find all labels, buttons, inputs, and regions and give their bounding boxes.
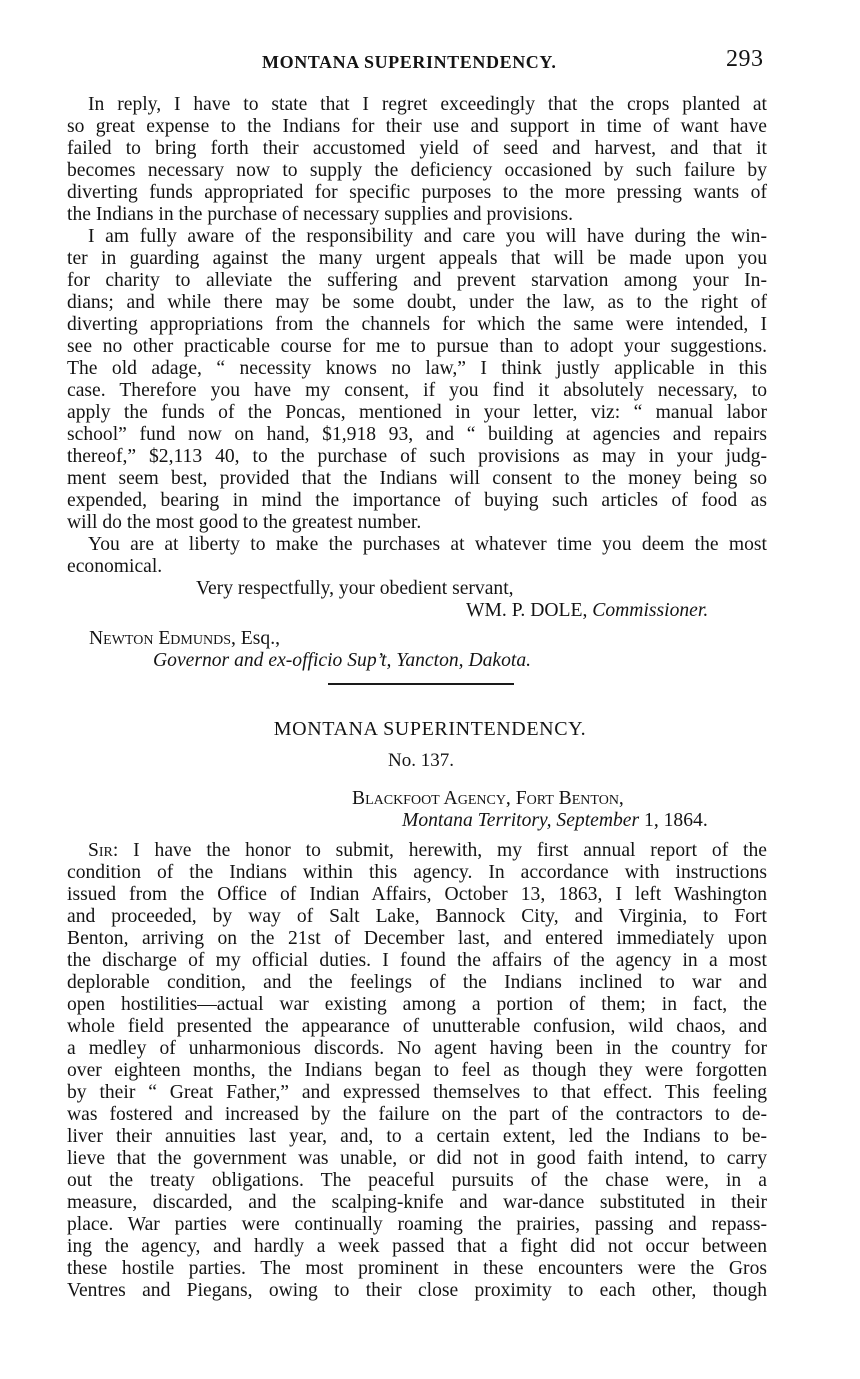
- letter-paragraph-2-line: thereof,” $2,113 40, to the purchase of such provisions as may in your judg-: [67, 446, 767, 467]
- report-line: measure, discarded, and the scalping-knife and war-dance substituted in their: [67, 1192, 767, 1213]
- line-text: reply, I have to state that I regret exceedingly that the crops planted at: [117, 94, 767, 115]
- letter-paragraph-2-line: expended, bearing in mind the importance of buying such articles of food as: [67, 490, 767, 511]
- addressee-name: Newton Edmunds,: [89, 628, 236, 649]
- letter-paragraph-2-line: I am fully aware of the responsibility and care you will have during the win-: [88, 226, 767, 247]
- report-line: deplorable condition, and the feelings of the Indians inclined to war and: [67, 972, 767, 993]
- section-divider: [328, 683, 514, 685]
- salutation: Sir:: [88, 840, 119, 861]
- report-line: [67, 840, 767, 862]
- report-line: place. War parties were continually roaming the prairies, passing and repass-: [67, 1214, 767, 1235]
- letter-paragraph-2-line: school” fund now on hand, $1,918 93, and “ building at agencies and repairs: [67, 424, 767, 445]
- line-text: I have the honor to submit, herewith, my first annual report of the: [133, 840, 767, 861]
- report-line: was fostered and increased by the failure on the part of the contractors to de-: [67, 1104, 767, 1125]
- letter-paragraph-2-line: ter in guarding against the many urgent appeals that will be made upon you: [67, 248, 767, 269]
- letter-paragraph-2-line: dians; and while there may be some doubt, under the law, as to the right of: [67, 292, 767, 313]
- letter-paragraph-2-line: The old adage, “ necessity knows no law,” I think justly applicable in this: [67, 358, 767, 379]
- signature-title: Commissioner.: [592, 600, 709, 621]
- dateline-territory: Montana Territory, September: [402, 810, 640, 831]
- letter-paragraph-2-line: apply the funds of the Poncas, mentioned in your letter, viz: “ manual labor: [67, 402, 767, 423]
- report-line: these hostile parties. The most prominent in these encounters were the Gros: [67, 1258, 767, 1279]
- letter-paragraph-1-line: failed to bring forth their accustomed yield of seed and harvest, and that it: [67, 138, 767, 159]
- addressee: [89, 628, 280, 650]
- report-line: the discharge of my official duties. I found the affairs of the agency in a most: [67, 950, 767, 971]
- report-line: Benton, arriving on the 21st of December last, and entered immediately upon: [67, 928, 767, 949]
- letter-paragraph-1-line: so great expense to the Indians for their use and support in time of want have: [67, 116, 767, 137]
- signature-name: WM. P. DOLE,: [466, 600, 588, 621]
- letter-paragraph-2-line: will do the most good to the greatest number.: [67, 512, 422, 533]
- letter-paragraph-2-line: for charity to alleviate the suffering and prevent starvation among your In-: [67, 270, 767, 291]
- letter-paragraph-2-line: see no other practicable course for me to pursue than to adopt your suggestions.: [67, 336, 767, 357]
- dateline-territory-date: [402, 810, 708, 832]
- letter-paragraph-1-line: diverting funds appropriated for specific purposes to the more pressing wants of: [67, 182, 767, 203]
- letter-paragraph-1-line: [67, 94, 767, 116]
- dateline-place: Blackfoot Agency, Fort Benton,: [352, 788, 624, 809]
- letter-paragraph-2-line: diverting appropriations from the channels for which the same were intended, I: [67, 314, 767, 335]
- paragraph-lead-word: In: [88, 94, 105, 115]
- letter-paragraph-1-line: the Indians in the purchase of necessary supplies and provisions.: [67, 204, 574, 225]
- letter-paragraph-2-line: ment seem best, provided that the Indians will consent to the money being so: [67, 468, 767, 489]
- report-line: by their “ Great Father,” and expressed themselves to that effect. This feeling: [67, 1082, 767, 1103]
- document-number: No. 137.: [388, 750, 454, 771]
- letter-paragraph-1-line: becomes necessary now to supply the deficiency occasioned by such failure by: [67, 160, 767, 181]
- addressee-title: Governor and ex-officio Sup’t, Yancton, Dakota.: [153, 650, 532, 671]
- report-line: a medley of unharmonious discords. No agent having been in the country for: [67, 1038, 767, 1059]
- report-line: and proceeded, by way of Salt Lake, Bannock City, and Virginia, to Fort: [67, 906, 767, 927]
- report-line: Ventres and Piegans, owing to their close proximity to each other, though: [67, 1280, 767, 1301]
- report-line: ing the agency, and hardly a week passed that a fight did not occur between: [67, 1236, 767, 1257]
- report-line: condition of the Indians within this agency. In accordance with instructions: [67, 862, 767, 883]
- addressee-suffix: Esq.,: [240, 628, 280, 649]
- report-line: whole field presented the appearance of unutterable confusion, wild chaos, and: [67, 1016, 767, 1037]
- dateline-date: 1, 1864.: [644, 810, 708, 831]
- report-line: over eighteen months, the Indians began to feel as though they were forgotten: [67, 1060, 767, 1081]
- report-line: open hostilities—actual war existing among a portion of them; in fact, the: [67, 994, 767, 1015]
- report-line: issued from the Office of Indian Affairs, October 13, 1863, I left Washington: [67, 884, 767, 905]
- section-heading: MONTANA SUPERINTENDENCY.: [273, 718, 587, 740]
- report-line: liver their annuities last year, and, to a certain extent, led the Indians to be-: [67, 1126, 767, 1147]
- report-line: lieve that the government was unable, or did not in good faith intend, to carry: [67, 1148, 767, 1169]
- report-line: out the treaty obligations. The peaceful pursuits of the chase were, in a: [67, 1170, 767, 1191]
- running-title: MONTANA SUPERINTENDENCY.: [262, 52, 557, 72]
- letter-paragraph-3-line: economical.: [67, 556, 163, 577]
- running-head: [0, 46, 860, 76]
- letter-paragraph-2-line: case. Therefore you have my consent, if you find it absolutely necessary, to: [67, 380, 767, 401]
- page-number: 293: [726, 46, 764, 72]
- letter-closing: Very respectfully, your obedient servant,: [196, 578, 514, 599]
- letter-paragraph-3-line: You are at liberty to make the purchases at whatever time you deem the most: [88, 534, 767, 555]
- signature: [466, 600, 708, 622]
